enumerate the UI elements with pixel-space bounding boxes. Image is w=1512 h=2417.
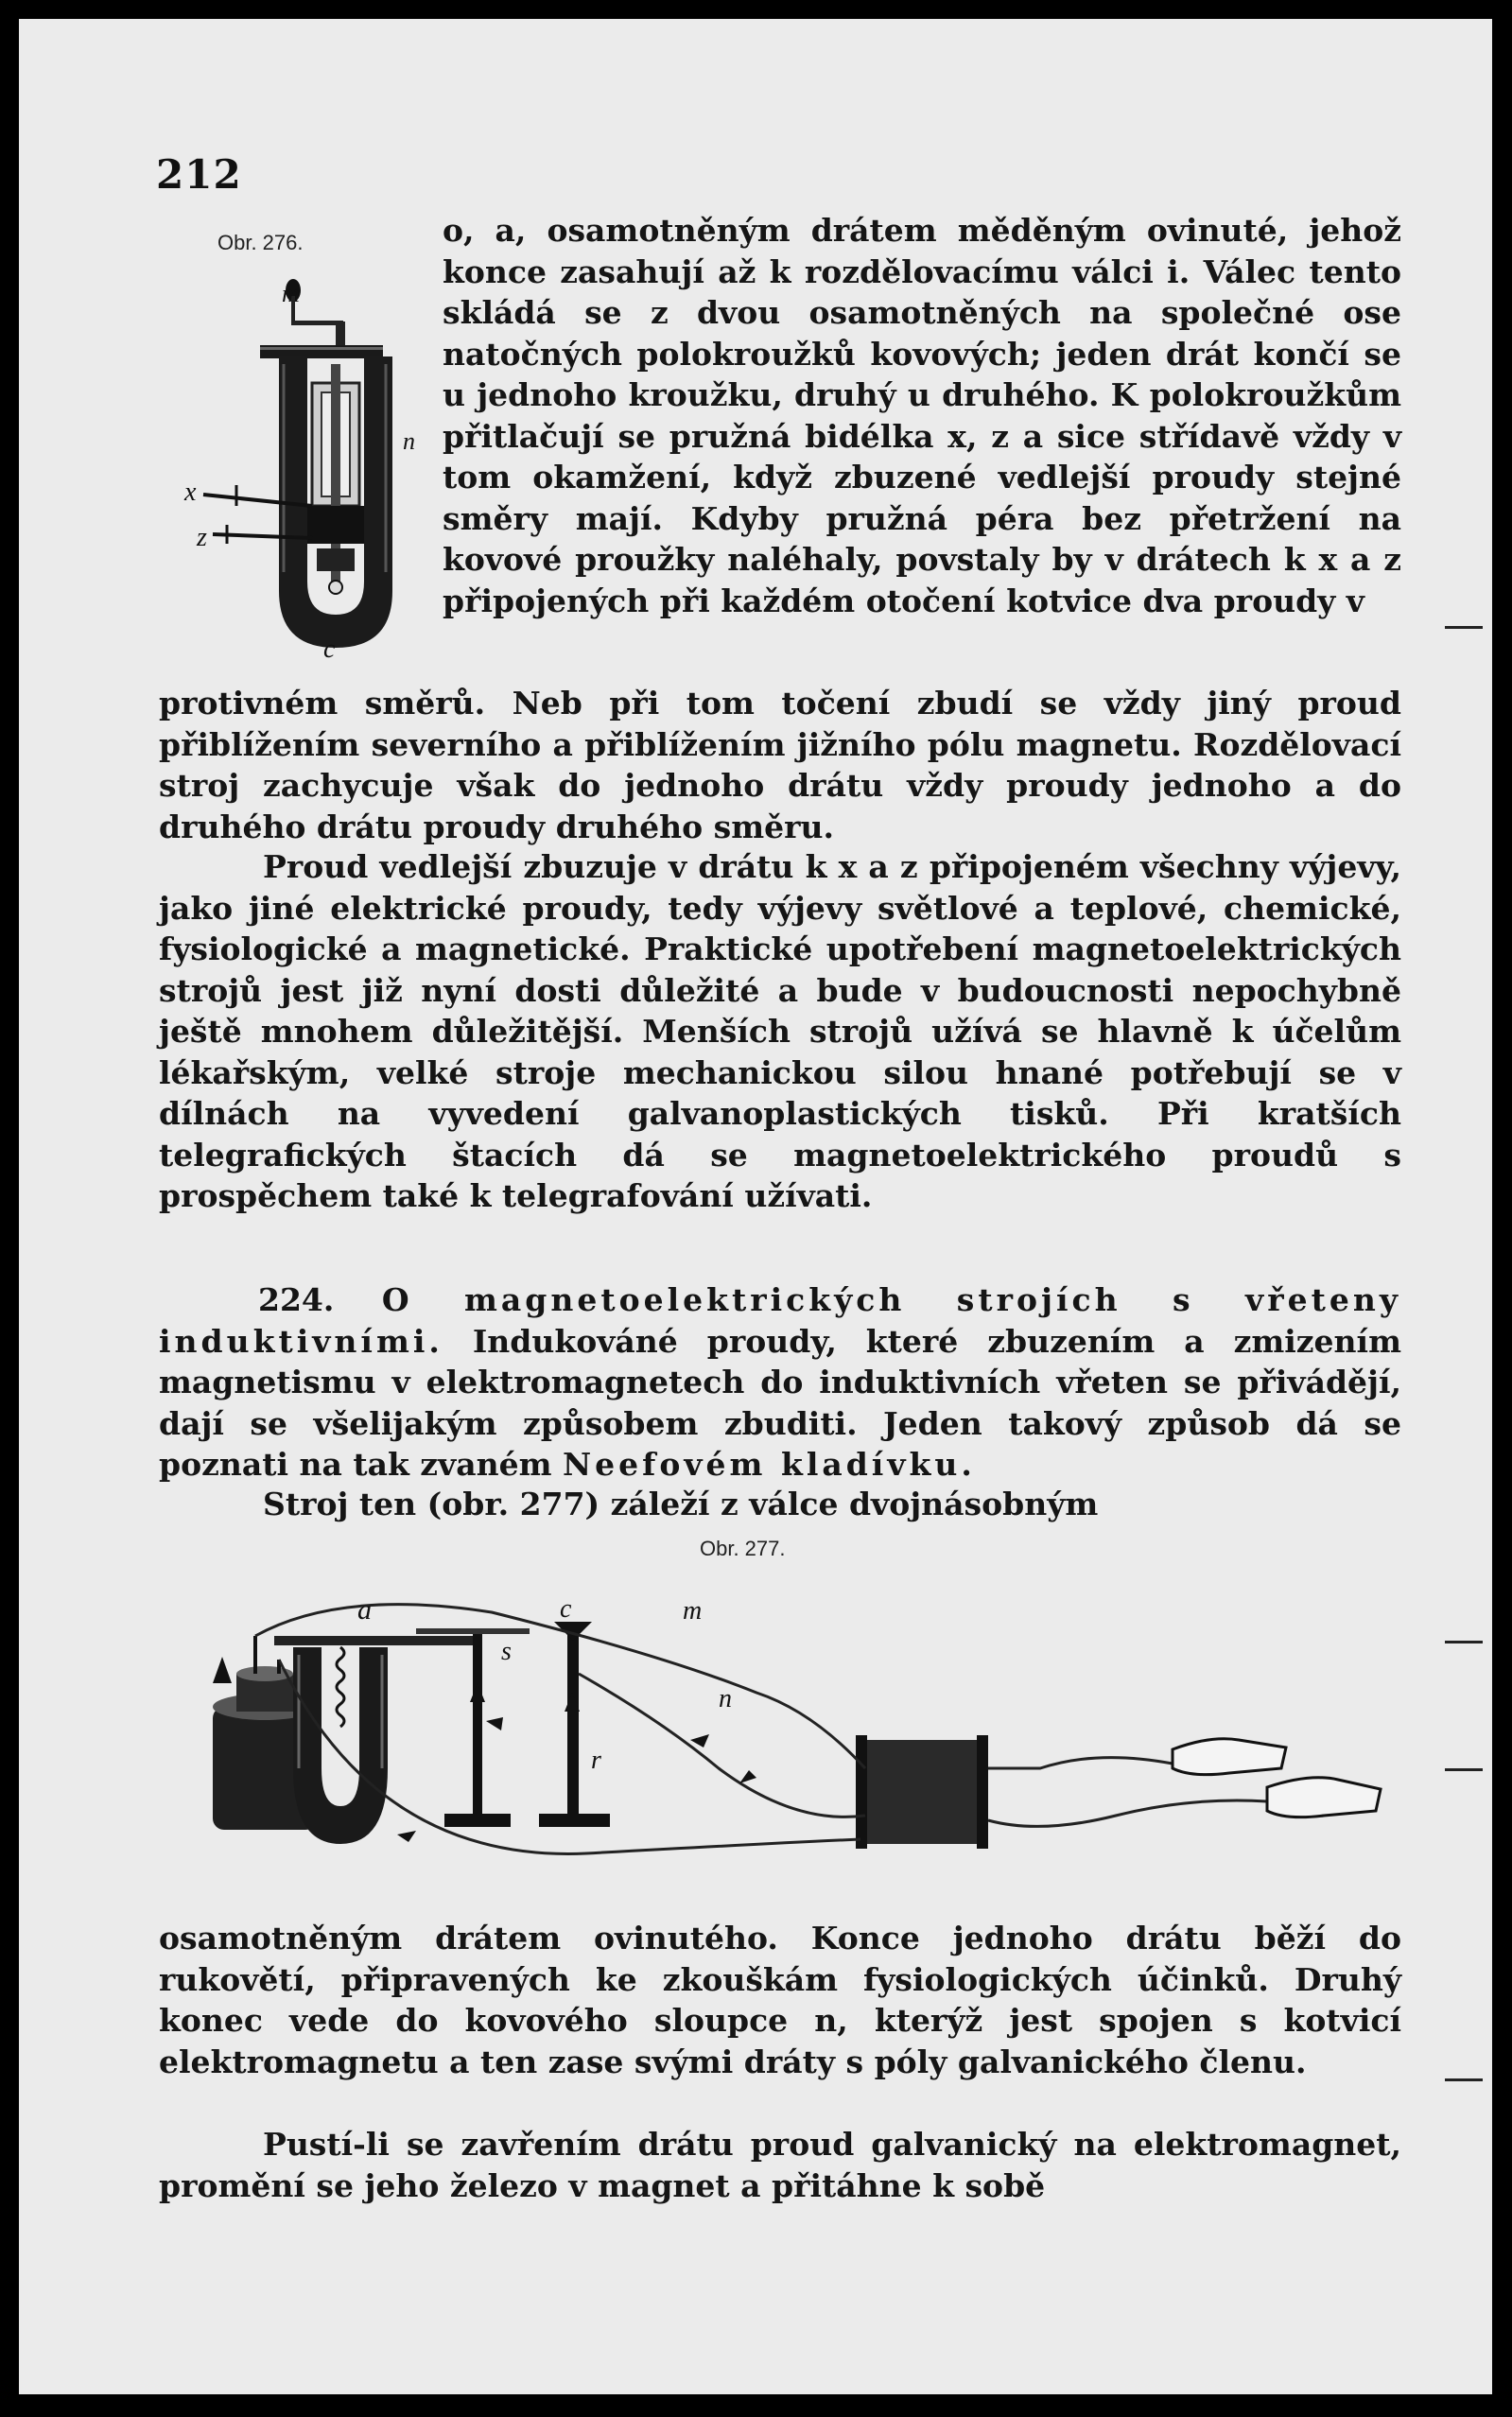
figure-277-label-r: r: [591, 1746, 601, 1775]
paragraph-operation: [159, 2124, 1401, 2206]
figure-276-caption: Obr. 276.: [217, 231, 304, 254]
figure-277-label-m: m: [683, 1596, 703, 1626]
figure-277-neef-hammer: [189, 1579, 1418, 1882]
paragraph-operation-text: Pustí-li se zavřením drátu proud galvanický na elektromagnet, promění se jeho železo v magnet a přitáhne k sobě: [159, 2126, 1401, 2204]
figure-276-label-c: c: [323, 635, 336, 664]
paragraph-commutator-continued: protivném směrů. Neb při tom točení zbudí se vždy jiný proud přiblížením severního a přiblížením jižního pólu magnetu. Rozdělovací stroj zachycuje však do jednoho drátu vždy proudy jednoho a do druhého drátu proudy druhého směru.: [159, 685, 1401, 845]
margin-mark: [1445, 626, 1483, 629]
figure-277-caption: Obr. 277.: [700, 1537, 786, 1560]
margin-mark: [1445, 1641, 1483, 1643]
paragraph-device-start: [159, 1484, 1401, 1525]
paragraph-effects-text: Proud vedlejší zbuzuje v drátu k x a z připojeném všechny výjevy, jako jiné elektrické proudy, tedy výjevy světlové a teplové, chemické, fysiologické a magnetické. Praktické upotřebení magnetoelektrických strojů jest již nyní dosti důležité a bude v budoucnosti nepochybně ještě mnohem důležitější. Menších strojů užívá se hlavně k účelům lékařským, velké stroje mechanickou silou hnané potřebují se v dílnách na vyvedení galvanoplastických tisků. Při kratších telegrafických štacích dá se magnetoelektrického proudů s prospěchem také k telegrafování užívati.: [159, 848, 1401, 1214]
figure-276-label-m: m: [282, 280, 300, 307]
page-number: 212: [156, 151, 242, 198]
section-224-body: Indukováné proudy, které zbuzením a zmizením magnetismu v elektromagnetech do induktivních vřeten se přivádějí, dají se všelijakým způsobem zbuditi. Jeden takový způsob dá se poznati na tak zvaném: [159, 1322, 1401, 1483]
figure-276-label-x: x: [184, 478, 197, 507]
figure-277-label-a: a: [357, 1594, 372, 1626]
figure-277-label-n: n: [719, 1684, 732, 1713]
section-224-number: 224.: [258, 1281, 335, 1318]
figure-277-label-c: c: [560, 1594, 572, 1624]
section-224-title: O magnetoelektrických strojích s vřeteny induktivními.: [159, 1281, 1401, 1360]
figure-276-label-n: n: [403, 427, 415, 455]
paragraph-device-description: osamotněným drátem ovinutého. Konce jednoho drátu běží do rukovětí, připravených ke zkouškám fysiologických účinků. Druhý konec vede do kovového sloupce n, kterýž jest spojen s kotvicí elektromagnetu a ten zase svými dráty s póly galvanického členu.: [159, 1920, 1401, 2080]
figure-276-commutator: [170, 270, 454, 667]
paragraph-commutator: o, a, osamotněným drátem měděným ovinuté, jehož konce zasahují až k rozdělovacímu válci i. Válec tento skládá se z dvou osamotněných na společné ose natočných polokroužků kovových; jeden drát končí se u jednoho kroužku, druhý u druhého. K polokroužkům přitlačují se pružná bidélka x, z a sice střídavě vždy v tom okamžení, když zbuzené vedlejší proudy stejné směry mají. Kdyby pružná péra bez přetržení na kovové proužky naléhaly, povstaly by v drátech k x a z připojených při každém otočení kotvice dva proudy v: [443, 212, 1401, 619]
figure-276-label-z: z: [197, 523, 207, 552]
paragraph-effects: [159, 846, 1401, 1217]
section-224-named-term: Neefovém kladívku.: [563, 1446, 976, 1483]
figure-277-label-s: s: [501, 1637, 512, 1666]
section-224: [159, 1279, 1401, 1486]
paragraph-device-start-text: Stroj ten (obr. 277) záleží z válce dvojnásobným: [263, 1486, 1099, 1522]
book-page: [19, 19, 1492, 2394]
margin-mark: [1445, 2078, 1483, 2081]
margin-mark: [1445, 1768, 1483, 1771]
